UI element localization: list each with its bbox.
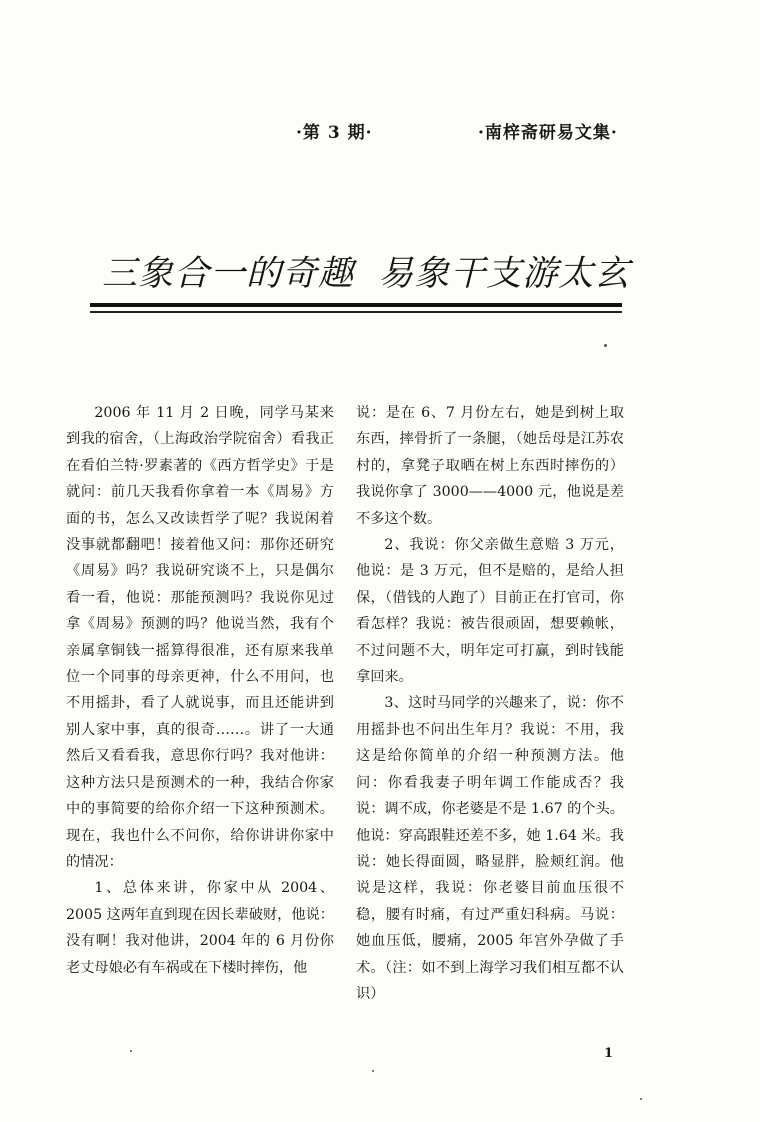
paragraph-point-1: 1、总体来讲，你家中从 2004、2005 这两年直到现在因长辈破财，他说：没有啊！我对他讲，2004 年的 6 月份你老丈母娘必有车祸或在下楼时摔伤，他 xyxy=(66,880,334,976)
scan-speck xyxy=(640,1098,642,1100)
title-rule-thin xyxy=(90,311,622,313)
paragraph-point-2: 2、我说：你父亲做生意赔 3 万元，他说：是 3 万元，但不是赔的，是给人担保，（借钱的人跑了）目前正在打官司，你看怎样？我说：被告很顽固，想要赖帐，不过问题不大，明年定可打赢，到时钱能拿回来。 xyxy=(356,537,624,686)
scan-speck xyxy=(604,344,607,347)
paragraph-point-3: 3、这时马同学的兴趣来了，说：你不用摇卦也不问出生年月？我说：不用，我这是给你简单的介绍一种预测方法。他问：你看我妻子明年调工作能成否？我说：调不成，你老婆是不是 1.67 的个头。他说：穿高跟鞋还差不多，她 1.64 米。我说：她长得面圆，略显胖，脸颊红润。他说是这样，我说：你老婆目前血压很不稳，腰有时痛，有过严重妇科病。马说：她血压低，腰痛，2005 年宫外孕做了手术。（注：如不到上海学习我们相互都不认识） xyxy=(356,695,624,1002)
scan-speck xyxy=(130,1050,132,1052)
article-title: 三象合一的奇趣 易象干支游太玄 xyxy=(102,254,631,294)
paragraph-point-1-cont: 说：是在 6、7 月份左右，她是到树上取东西，摔骨折了一条腿，（她岳母是江苏农村的，拿凳子取晒在树上东西时摔伤的）我说你拿了 3000——4000 元，他说是差不多这个数。 xyxy=(356,405,624,527)
page-number: 1 xyxy=(604,1046,614,1061)
paragraph-intro: 2006 年 11 月 2 日晚，同学马某来到我的宿舍，（上海政治学院宿舍）看我正在看伯兰特·罗素著的《西方哲学史》于是就问：前几天我看你拿着一本《周易》方面的书，怎么又改读哲学了呢？我说闲着没事就都翻吧！接着他又问：那你还研究《周易》吗？我说研究谈不上，只是偶尔看一看，他说：那能预测吗？我说你见过拿《周易》预测的吗？他说当然，我有个亲属拿铜钱一摇算得很准，还有原来我单位一个同事的母亲更神，什么不用问，也不用摇卦，看了人就说事，而且还能讲到别人家中事，真的很奇……。讲了一大通然后又看看我，意思你行吗？我对他讲：这种方法只是预测术的一种，我结合你家中的事简要的给你介绍一下这种预测术。现在，我也什么不问你，给你讲讲你家中的情况： xyxy=(66,405,334,870)
running-header xyxy=(0,116,760,146)
title-rule-thick xyxy=(90,303,622,307)
issue-number: ·第 3 期· xyxy=(296,123,373,143)
left-column xyxy=(66,400,334,981)
collection-name: ·南梓斋研易文集· xyxy=(478,123,618,143)
scan-speck xyxy=(372,1070,374,1072)
right-column xyxy=(356,400,624,1007)
